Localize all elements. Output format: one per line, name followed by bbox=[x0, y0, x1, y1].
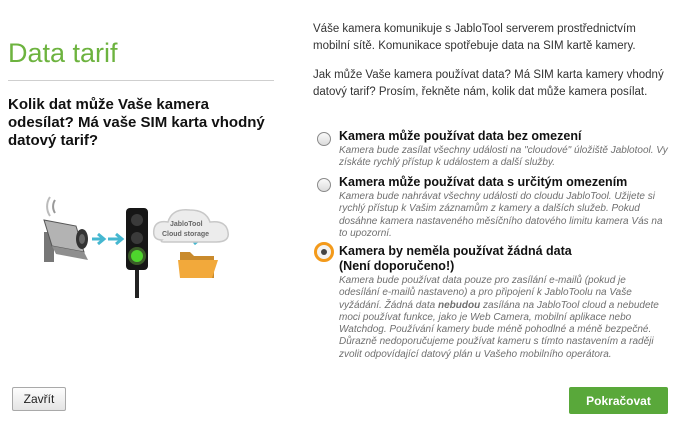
close-button[interactable]: Zavřít bbox=[12, 387, 66, 411]
camera-cloud-illustration bbox=[38, 196, 278, 300]
option-title: Kamera může používat data bez omezení bbox=[339, 129, 582, 143]
intro-paragraph-1: Váše kamera komunikuje s JabloTool serverem prostřednictvím mobilní sítě. Komunikace spotřebuje data na SIM kartě kamery. bbox=[313, 23, 636, 52]
cloud-label-line2: Cloud storage bbox=[162, 231, 210, 238]
continue-button[interactable]: Pokračovat bbox=[569, 387, 668, 414]
option-description: Kamera bude zasílat všechny události na "cloudové" úložiště Jablotool. Vy získáte rychlý přístup k událostem a další služby. bbox=[339, 145, 668, 169]
option-subtitle: (Není doporučeno!) bbox=[339, 259, 455, 273]
wifi-signal-icon bbox=[47, 197, 55, 216]
data-question: Kolik dat může Vaše kamera odesílat? Má vaše SIM karta vhodný datový tarif? bbox=[8, 96, 265, 149]
page-title: Data tarif bbox=[8, 38, 118, 68]
option-description: Kamera bude nahrávat všechny události do cloudu JabloTool. Užijete si rychlý přístup k Vašim záznamům z kamery a dalších služeb. Pokud dosáhne kamera nastaveného měsíčního datového limitu kamera Vás na to upozorní. bbox=[339, 191, 663, 239]
description-part: zasílána na JabloTool cloud a nebudete moci používat funkce, jako je Web Camera, mobilní aplikace nebo Watchdog. Používání kamery bude méně pohodlné a méně bezpečné. bbox=[339, 299, 659, 336]
traffic-light-icon bbox=[126, 208, 148, 298]
cloud-label-line1: JabloTool bbox=[170, 221, 203, 228]
radio-no-data[interactable] bbox=[314, 242, 334, 262]
option-description bbox=[339, 275, 669, 361]
description-warning: Důrazně nedoporučujeme používat kameru s tímto nastavením a raději zvolit odpovídající datový plán u Vašeho mobilního operátora. bbox=[339, 336, 654, 360]
option-title-text: Kamera by neměla používat žádná data bbox=[339, 244, 572, 258]
option-title: Kamera může používat data s určitým omezením bbox=[339, 175, 628, 189]
radio-limited-data[interactable] bbox=[317, 178, 331, 192]
title-divider bbox=[8, 80, 274, 81]
folder-icon bbox=[178, 252, 218, 278]
camera-icon bbox=[44, 220, 88, 262]
description-emphasis: nebudou bbox=[437, 299, 481, 311]
option-title bbox=[339, 244, 669, 274]
intro-paragraph-2: Jak může Vaše kamera používat data? Má SIM karta kamery vhodný datový tarif? Prosím, řekněte nám, kolik dat může kamera posílat. bbox=[313, 69, 664, 98]
cloud-storage-icon bbox=[154, 210, 229, 242]
radio-unlimited-data[interactable] bbox=[317, 132, 331, 146]
description-part: Kamera bude používat data pouze pro zasílání e-mailů (pokud je odesílání e-mailů nastaveno) a pro připojení k JabloToolu na Vaše vyžádání. Žádná data bbox=[339, 275, 632, 311]
